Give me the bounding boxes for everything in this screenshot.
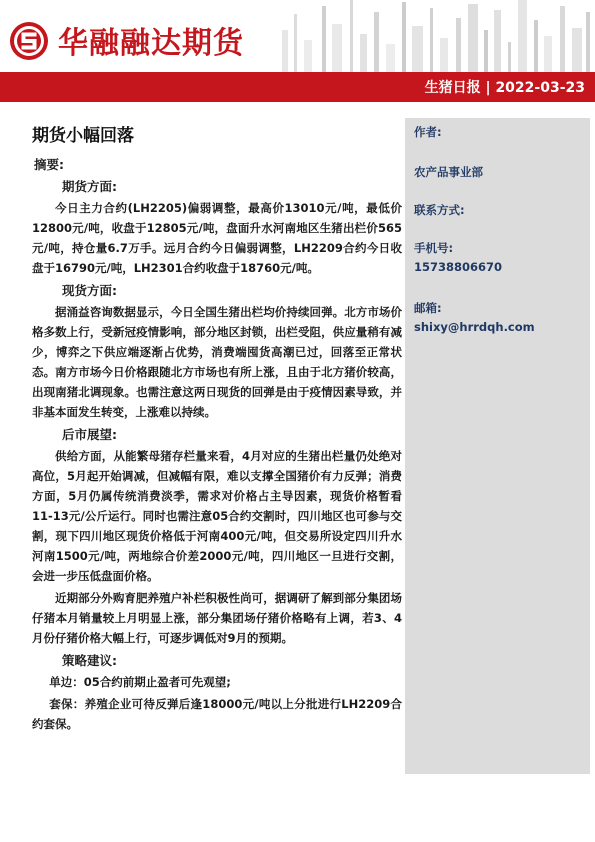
futures-paragraph: 今日主力合约(LH2205)偏弱调整，最高价13010元/吨，最低价12800元/吨，收盘于12805元/吨，盘面升水河南地区生猪出栏价565元/吨，持仓量6.7万手。远月合约今日偏弱调整，LH2209合约今日收盘于16790元/吨，LH2301合约收盘于18760元/吨。 <box>32 201 402 275</box>
report-banner <box>0 72 595 102</box>
author-sidebar <box>405 118 590 774</box>
decorative-bar-pattern <box>270 0 595 72</box>
email-link[interactable]: shixy@hrrdqh.com <box>414 320 535 334</box>
company-logo-icon <box>8 20 50 62</box>
brand-name: 华融融达期货 <box>58 26 244 61</box>
email-label: 邮箱: <box>414 301 442 315</box>
phone-label: 手机号: <box>414 241 454 255</box>
spot-label: 现货方面: <box>62 283 117 298</box>
article-body <box>32 118 402 736</box>
outlook-label: 后市展望: <box>62 427 117 442</box>
spot-paragraph: 据涌益咨询数据显示，今日全国生猪出栏均价持续回弹。北方市场价格多数上行，受新冠疫情影响，部分地区封锁，出栏受阻，供应量稍有减少，博弈之下供应端逐渐占优势，消费端囤货高潮已过，回落至正常状态。南方市场今日价格跟随北方市场也有所上涨，且由于北方猪价较高，出现南猪北调现象。也需注意这两日现货的回弹是由于疫情因素导致，并非基本面发生转变，上涨难以持续。 <box>32 305 402 419</box>
futures-label: 期货方面: <box>62 179 117 194</box>
strategy-hedge: 套保：养殖企业可待反弹后逢18000元/吨以上分批进行LH2209合约套保。 <box>32 697 402 731</box>
outlook-paragraph-2: 近期部分外购育肥养殖户补栏积极性尚可，据调研了解到部分集团场仔猪本月销量较上月明显上涨，部分集团场仔猪价格略有上调，若3、4月份仔猪价格大幅上行，可逐步调低对9月的预期。 <box>32 591 402 645</box>
strategy-single: 单边：05合约前期止盈者可先观望; <box>49 675 231 689</box>
department-name: 农产品事业部 <box>414 165 483 179</box>
phone-number: 15738806670 <box>414 260 503 274</box>
article-title: 期货小幅回落 <box>32 126 134 146</box>
outlook-paragraph-1: 供给方面，从能繁母猪存栏量来看，4月对应的生猪出栏量仍处绝对高位，5月起开始调减，但减幅有限，难以支撑全国猪价有力反弹；消费方面，5月仍属传统消费淡季，需求对价格占主导因素，现货价格暂看11-13元/公斤运行。同时也需注意05合约交割时，四川地区也可参与交割，现下四川地区现货价格低于河南400元/吨，但交易所设定四川升水河南1500元/吨，两地综合价差2000元/吨，四川地区一旦进行交割，会进一步压低盘面价格。 <box>32 449 402 583</box>
strategy-label: 策略建议: <box>62 653 117 668</box>
author-label: 作者: <box>414 125 442 139</box>
report-label: 生猪日报 | 2022-03-23 <box>424 80 585 96</box>
contact-label: 联系方式: <box>414 203 465 217</box>
page-header <box>0 0 595 72</box>
abstract-label: 摘要: <box>34 157 64 172</box>
